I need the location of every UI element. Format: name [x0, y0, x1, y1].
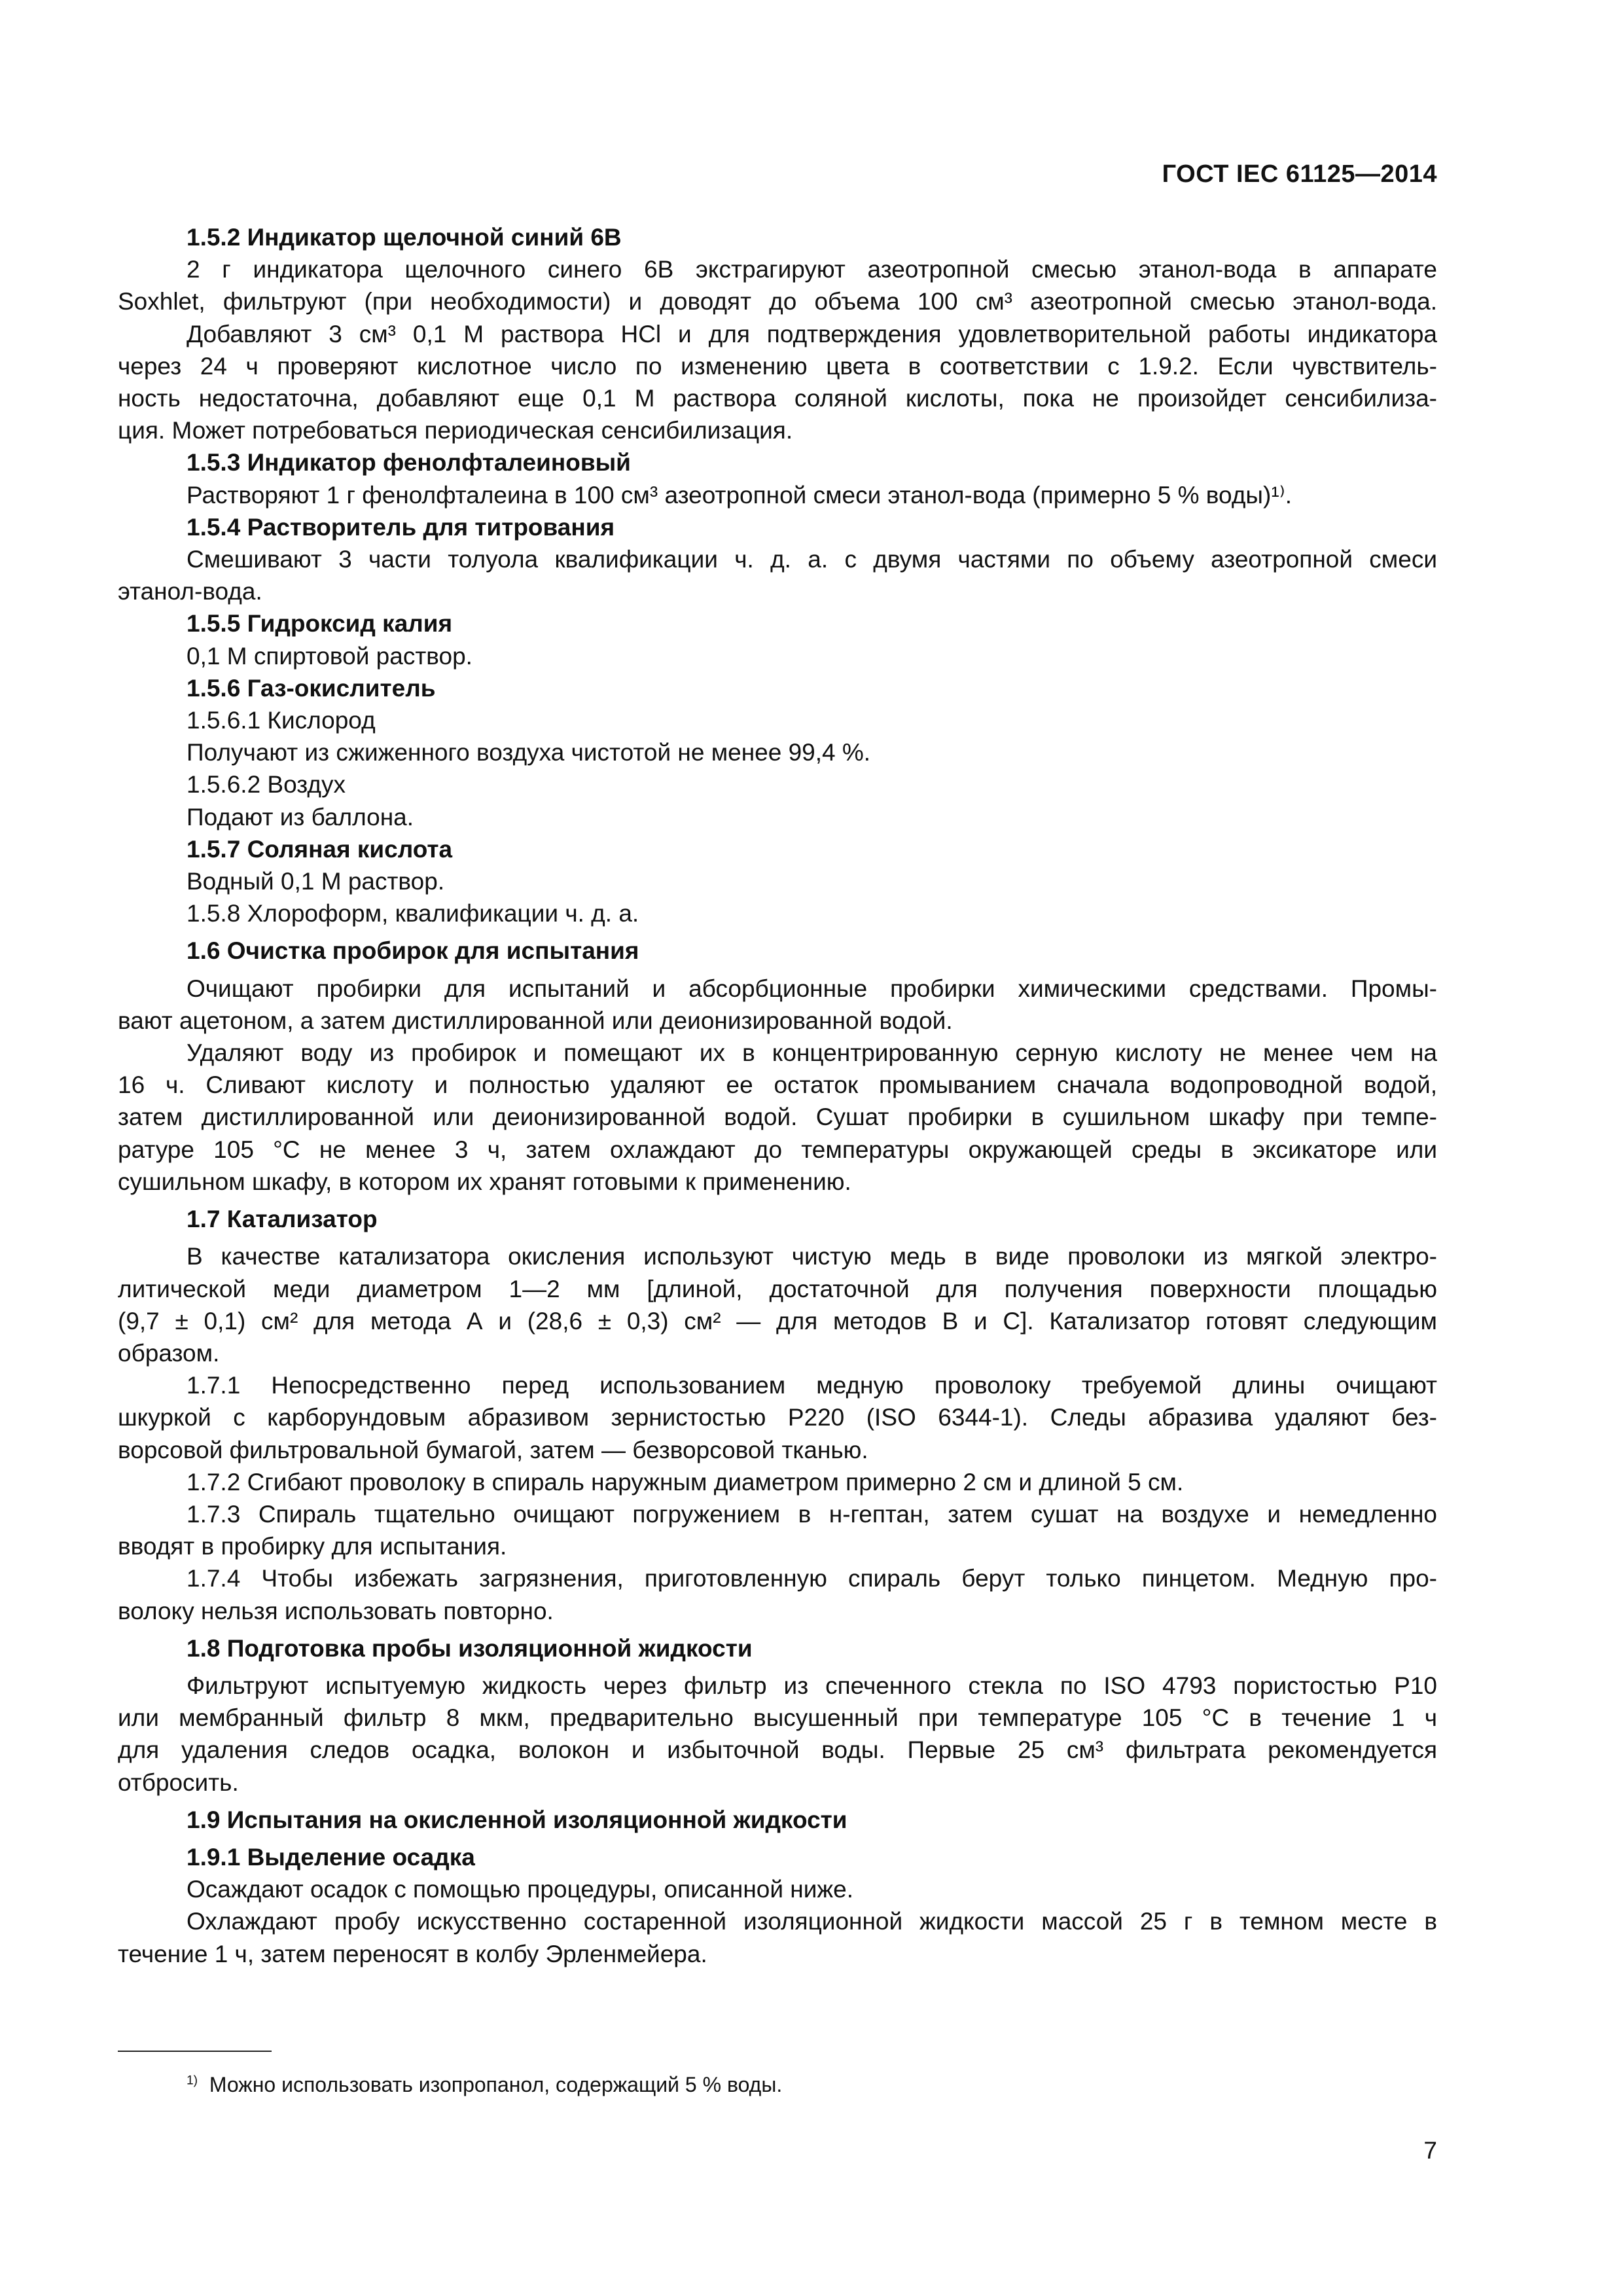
text-line-r3a: 1.7.2 Сгибают проволоку в спираль наружным диаметром примерно 2 см и длиной 5 см. — [187, 1468, 1184, 1496]
text-line-r1b: литической меди диаметром 1—2 мм [длиной, достаточной для получения поверхности площадью — [118, 1275, 1437, 1302]
text-line-r1c: (9,7 ± 0,1) см² для метода А и (28,6 ± 0,3) см² — для методов В и С]. Катализатор готовят следующим — [118, 1307, 1437, 1335]
text-line-r1d: образом. — [118, 1339, 220, 1367]
text-line-s1a: Фильтруют испытуемую жидкость через фильтр из спеченного стекла по ISO 4793 пористостью P10 — [187, 1672, 1437, 1699]
text-line-r5a: 1.7.4 Чтобы избежать загрязнения, приготовленную спираль берут только пинцетом. Медную про- — [187, 1565, 1437, 1592]
text-line-t2b: течение 1 ч, затем переносят в колбу Эрленмейера. — [118, 1940, 707, 1967]
text-line-p3a: Растворяют 1 г фенолфталеина в 100 см³ азеотропной смеси этанол-вода (примерно 5 % воды)¹⁾. — [187, 481, 1293, 509]
page-number: 7 — [1423, 2137, 1437, 2164]
text-line-q1a: Очищают пробирки для испытаний и абсорбционные пробирки химическими средствами. Промы- — [187, 975, 1437, 1002]
text-line-q2e: сушильном шкафу, в котором их хранят готовыми к применению. — [118, 1168, 851, 1195]
text-line-r4b: вводят в пробирку для испытания. — [118, 1533, 507, 1560]
text-line-h191: 1.9.1 Выделение осадка — [187, 1843, 475, 1871]
text-line-h153: 1.5.3 Индикатор фенолфталеиновый — [187, 449, 631, 476]
text-line-q2c: затем дистиллированной или деионизированной водой. Сушат пробирки в сушильном шкафу при темпе- — [118, 1103, 1437, 1131]
text-line-r1a: В качестве катализатора окисления используют чистую медь в виде проволоки из мягкой электро- — [187, 1243, 1437, 1270]
text-line-p2d: ция. Может потребоваться периодическая сенсибилизация. — [118, 417, 793, 444]
text-line-s1b: или мембранный фильтр 8 мкм, предварительно высушенный при температуре 105 °C в течение 1 ч — [118, 1704, 1437, 1732]
text-line-r2c: ворсовой фильтровальной бумагой, затем — безворсовой тканью. — [118, 1436, 868, 1463]
text-line-h17: 1.7 Катализатор — [187, 1206, 378, 1233]
text-line-p4b: этанол-вода. — [118, 578, 262, 605]
text-line-p2b: через 24 ч проверяют кислотное число по изменению цвета в соответствии с 1.9.2. Если чувствитель- — [118, 352, 1437, 380]
text-line-s1c: для удаления следов осадка, волокон и избыточной воды. Первые 25 см³ фильтрата рекомендуется — [118, 1736, 1437, 1764]
text-line-s1d: отбросить. — [118, 1768, 239, 1796]
text-line-h18: 1.8 Подготовка пробы изоляционной жидкости — [187, 1634, 753, 1662]
text-line-r4a: 1.7.3 Спираль тщательно очищают погружением в н-гептан, затем сушат на воздухе и немедленно — [187, 1500, 1437, 1528]
text-line-t1a: Осаждают осадок с помощью процедуры, описанной ниже. — [187, 1876, 853, 1903]
text-line-q2b: 16 ч. Сливают кислоту и полностью удаляют ее остаток промыванием сначала водопроводной водой, — [118, 1071, 1437, 1099]
text-line-t2a: Охлаждают пробу искусственно состаренной изоляционной жидкости массой 25 г в темном месте в — [187, 1908, 1437, 1935]
text-line-q2a: Удаляют воду из пробирок и помещают их в концентрированную серную кислоту не менее чем на — [187, 1039, 1437, 1067]
footnote-text: Можно использовать изопропанол, содержащий 5 % воды. — [209, 2073, 783, 2096]
text-line-r5b: волоку нельзя использовать повторно. — [118, 1597, 554, 1624]
text-line-p1b: Soxhlet, фильтруют (при необходимости) и доводят до объема 100 см³ азеотропной смесью этанол-вода. — [118, 288, 1437, 315]
text-line-p2c: ность недостаточна, добавляют еще 0,1 М раствора соляной кислоты, пока не произойдет сенсибилиза- — [118, 385, 1437, 412]
footnote-separator — [118, 2051, 272, 2052]
text-line-p8a: 1.5.8 Хлороформ, квалификации ч. д. а. — [187, 900, 639, 927]
text-line-q1b: вают ацетоном, а затем дистиллированной или деионизированной водой. — [118, 1007, 953, 1034]
text-line-p4a: Смешивают 3 части толуола квалификации ч. д. а. с двумя частями по объему азеотропной смеси — [187, 546, 1437, 573]
text-line-p64: Подают из баллона. — [187, 803, 414, 831]
text-line-h152: 1.5.2 Индикатор щелочной синий 6B — [187, 224, 622, 251]
text-line-r2a: 1.7.1 Непосредственно перед использованием медную проволоку требуемой длины очищают — [187, 1372, 1437, 1399]
footnote — [187, 2070, 782, 2099]
text-line-p62: Получают из сжиженного воздуха чистотой не менее 99,4 %. — [187, 739, 871, 766]
text-line-p1a: 2 г индикатора щелочного синего 6B экстрагируют азеотропной смесью этанол-вода в аппарате — [187, 256, 1437, 283]
text-line-p63: 1.5.6.2 Воздух — [187, 771, 346, 798]
text-line-p2a: Добавляют 3 см³ 0,1 М раствора HCl и для подтверждения удовлетворительной работы индикатора — [187, 320, 1437, 348]
text-line-r2b: шкуркой с карборундовым абразивом зернистостью P220 (ISO 6344-1). Следы абразива удаляют без- — [118, 1404, 1437, 1431]
text-line-h154: 1.5.4 Растворитель для титрования — [187, 513, 615, 541]
text-line-h155: 1.5.5 Гидроксид калия — [187, 610, 453, 637]
text-line-p5a: 0,1 М спиртовой раствор. — [187, 642, 473, 670]
body-text — [118, 221, 1437, 1970]
text-line-h157: 1.5.7 Соляная кислота — [187, 835, 453, 863]
text-line-p61: 1.5.6.1 Кислород — [187, 707, 376, 734]
text-line-q2d: ратуре 105 °C не менее 3 ч, затем охлаждают до температуры окружающей среды в эксикаторе или — [118, 1136, 1437, 1163]
text-line-h19: 1.9 Испытания на окисленной изоляционной жидкости — [187, 1806, 847, 1833]
footnote-marker: 1) — [187, 2073, 198, 2088]
text-line-p7a: Водный 0,1 М раствор. — [187, 868, 445, 895]
text-line-h156: 1.5.6 Газ-окислитель — [187, 674, 436, 702]
document-header: ГОСТ IEC 61125—2014 — [1162, 160, 1437, 188]
text-line-h16: 1.6 Очистка пробирок для испытания — [187, 937, 639, 965]
